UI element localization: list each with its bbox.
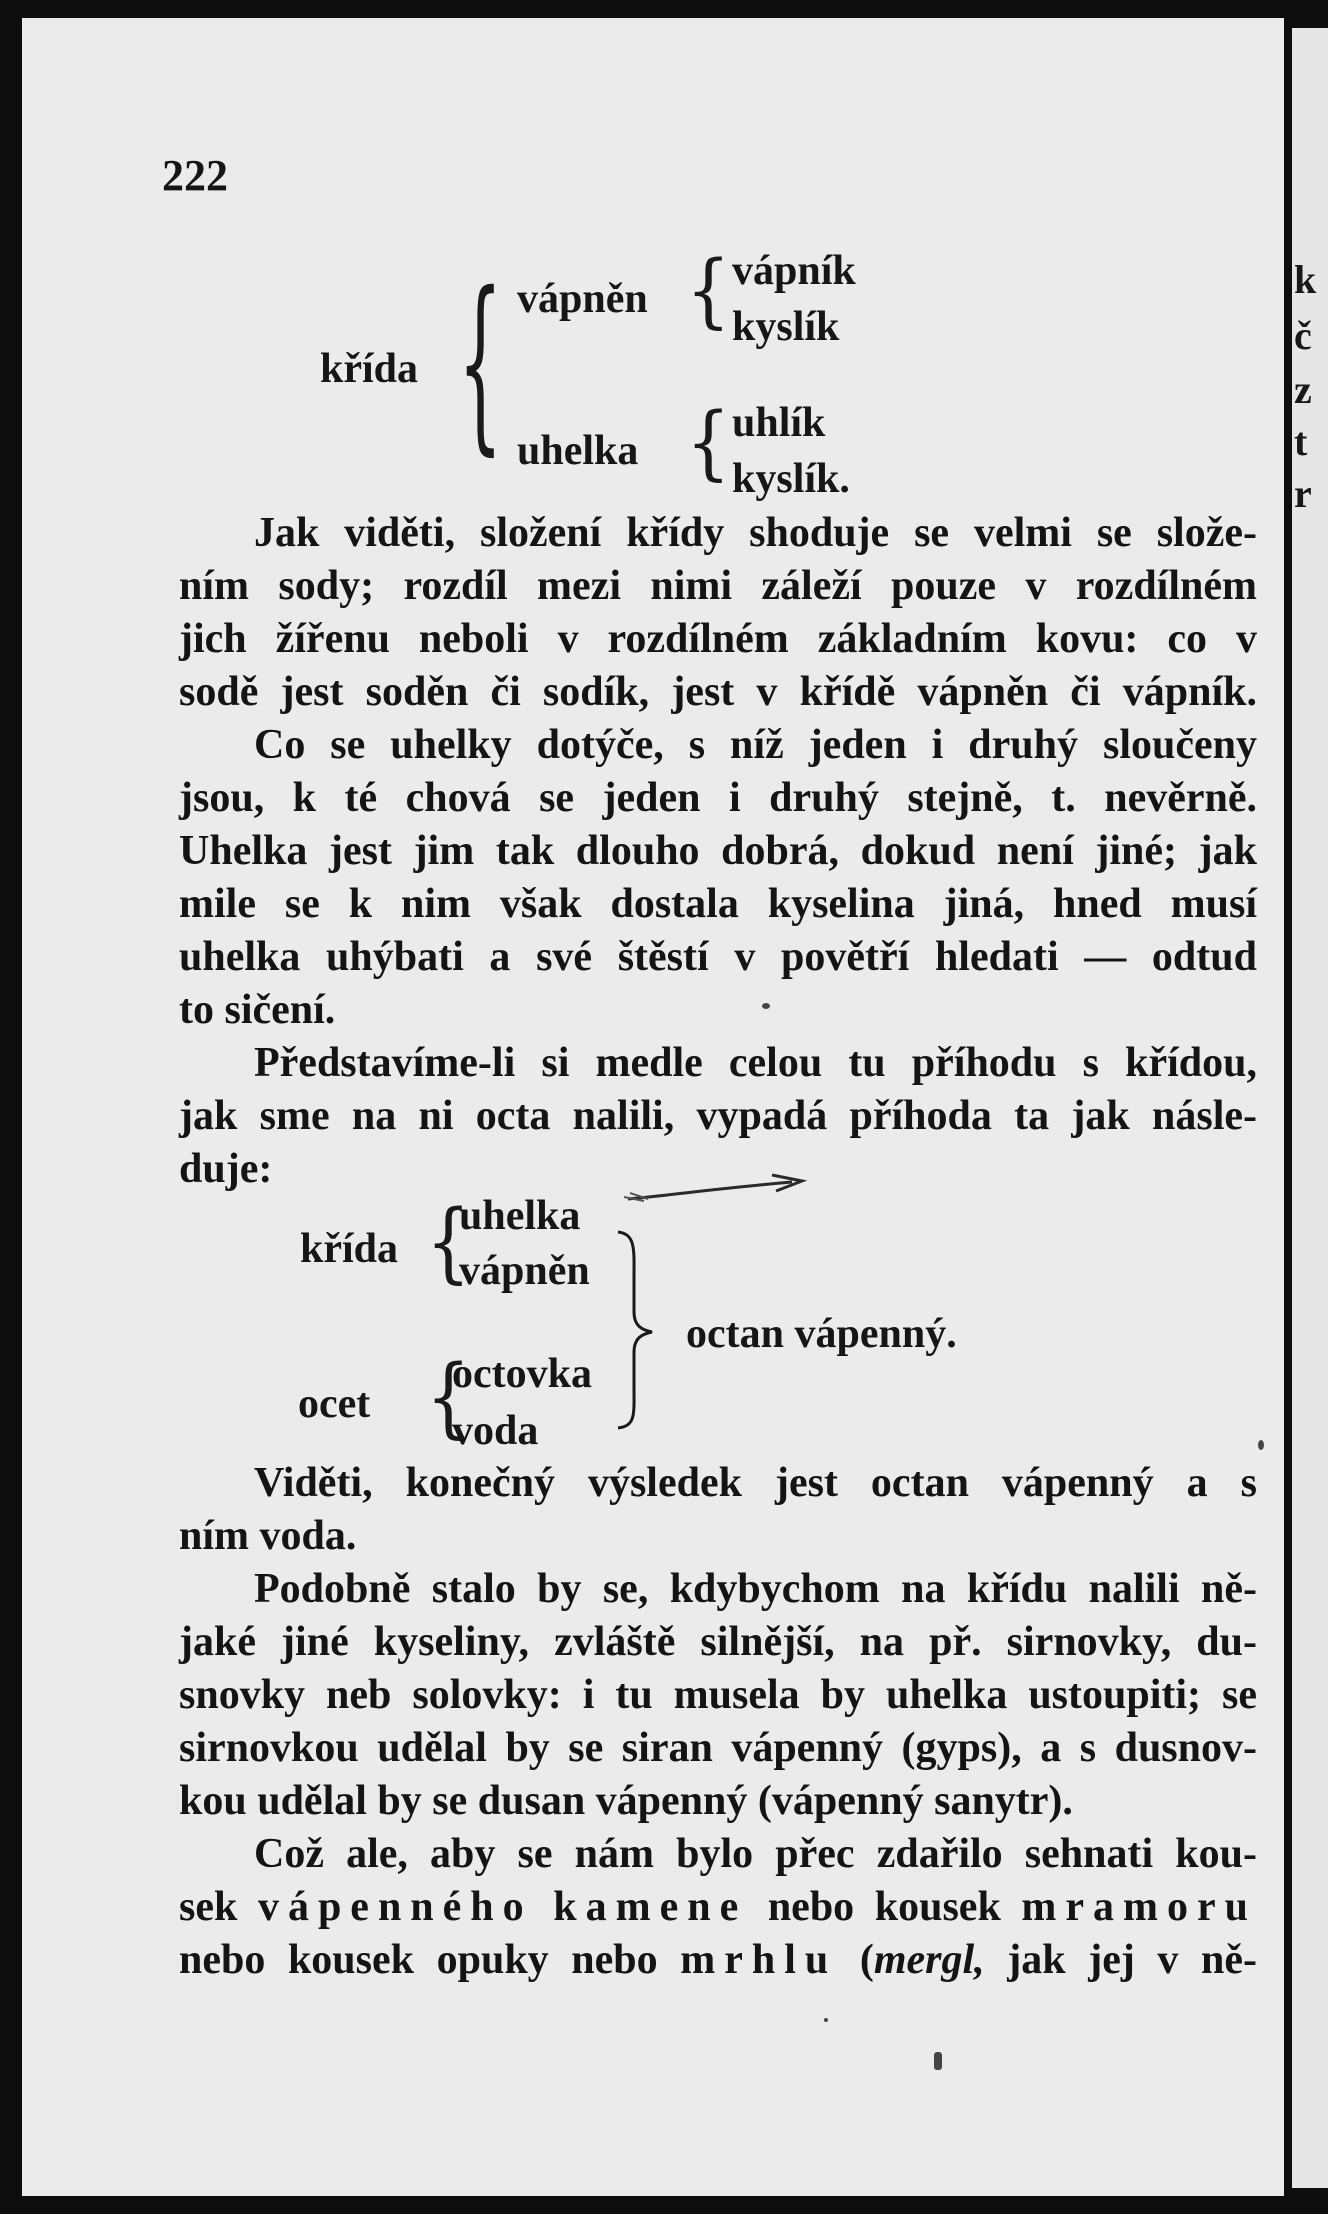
text-line: jak sme na ni octa nalili, vypadá příhoda ta jak násle- xyxy=(179,1093,1257,1139)
spaced-term: vápenného xyxy=(257,1884,533,1930)
text-line: Viděti, konečný výsledek jest octan vápenný a s xyxy=(254,1460,1257,1506)
facing-page-fragment: č xyxy=(1294,313,1312,358)
text-line: Uhelka jest jim tak dlouho dobrá, dokud není jiné; jak xyxy=(179,828,1257,874)
diagram-part-label: vápník xyxy=(732,248,856,294)
text-line: uhelka uhýbati a své štěstí v povětří hledati — odtud xyxy=(179,934,1257,980)
curly-brace-icon: { xyxy=(458,251,503,474)
curly-brace-icon: { xyxy=(426,1190,471,1293)
text-span: jak jej v ně- xyxy=(1007,1937,1257,1983)
diagram-part-label: uhlík xyxy=(732,400,826,446)
diagram-branch-label: vápněn xyxy=(517,276,648,322)
scan-speck xyxy=(824,2018,828,2022)
scan-speck xyxy=(762,1003,770,1009)
facing-page-edge xyxy=(1292,28,1328,2188)
text-line: jaké jiné kyseliny, zvláště silnější, na př. sirnovky, du- xyxy=(179,1619,1257,1665)
facing-page-fragment: t xyxy=(1294,419,1308,464)
diagram-part-label: voda xyxy=(452,1408,539,1454)
spaced-term: kamene xyxy=(553,1884,748,1930)
closing-brace-icon xyxy=(612,1230,662,1430)
facing-page-fragment: k xyxy=(1294,257,1317,302)
paragraph xyxy=(179,1563,1257,1828)
scan-speck xyxy=(934,2052,942,2070)
spaced-term: mramoru xyxy=(1021,1884,1258,1930)
text-line: Což ale, aby se nám bylo přec zdařilo sehnati kou- xyxy=(254,1831,1257,1877)
pencil-arrow-icon xyxy=(622,1173,822,1213)
facing-page-fragment: r xyxy=(1294,471,1312,516)
text-line: jich žířenu neboli v rozdílném základním kovu: co v xyxy=(179,616,1257,662)
text-line: snovky neb solovky: i tu musela by uhelka ustoupiti; se xyxy=(179,1672,1257,1718)
diagram-part-label: uhelka xyxy=(459,1193,581,1239)
curly-brace-icon: { xyxy=(686,395,731,490)
text-line: Jak viděti, složení křídy shoduje se velmi se slože- xyxy=(254,510,1257,556)
diagram-part-label: kyslík xyxy=(732,304,840,350)
text-line: ním sody; rozdíl mezi nimi záleží pouze v rozdílném xyxy=(179,563,1257,609)
diagram-part-label: vápněn xyxy=(459,1248,590,1294)
curly-brace-icon: { xyxy=(426,1345,471,1448)
curly-brace-icon: { xyxy=(686,243,731,338)
paragraph xyxy=(179,1457,1257,1563)
text-line xyxy=(179,1934,1257,1987)
text-line: ním voda. xyxy=(179,1513,357,1559)
text-line: sodě jest soděn či sodík, jest v křídě vápněn či vápník. xyxy=(179,669,1257,715)
page-number: 222 xyxy=(162,151,228,200)
paragraph xyxy=(179,1828,1257,1987)
text-line: sirnovkou udělal by se siran vápenný (gyps), a s dusnov- xyxy=(179,1725,1257,1771)
text-line: Představíme-li si medle celou tu příhodu s křídou, xyxy=(254,1040,1257,1086)
diagram-branch-label: uhelka xyxy=(517,428,639,474)
book-page xyxy=(22,18,1284,2196)
paragraph xyxy=(179,507,1257,719)
italic-term: mergl, xyxy=(873,1937,985,1983)
text-line: Co se uhelky dotýče, s níž jeden i druhý sloučeny xyxy=(254,722,1257,768)
facing-page-fragment: z xyxy=(1294,367,1312,412)
text-span: sek xyxy=(179,1884,238,1930)
scan-speck xyxy=(1258,1440,1264,1450)
text-line: duje: xyxy=(179,1146,273,1192)
diagram-root-label: ocet xyxy=(298,1381,371,1427)
paragraph xyxy=(179,719,1257,1037)
text-line xyxy=(179,1881,1257,1934)
spaced-term: mrhlu xyxy=(680,1937,838,1983)
diagram-root-label: křída xyxy=(300,1226,399,1272)
text-span: ( xyxy=(859,1937,874,1983)
diagram-part-label: octovka xyxy=(452,1351,592,1397)
diagram-root-label: křída xyxy=(320,346,419,392)
text-span: nebo kousek opuky nebo xyxy=(179,1937,658,1983)
text-line: to sičení. xyxy=(179,987,336,1033)
text-line: Podobně stalo by se, kdybychom na křídu nalili ně- xyxy=(254,1566,1257,1612)
text-line: jsou, k té chová se jeden i druhý stejně, t. nevěrně. xyxy=(179,775,1257,821)
text-line: mile se k nim však dostala kyselina jiná, hned musí xyxy=(179,881,1257,927)
diagram-part-label: kyslík. xyxy=(732,456,850,502)
text-span: nebo kousek xyxy=(767,1884,1001,1930)
reaction-result: octan vápenný. xyxy=(686,1311,957,1357)
text-line: kou udělal by se dusan vápenný (vápenný sanytr). xyxy=(179,1778,1073,1824)
